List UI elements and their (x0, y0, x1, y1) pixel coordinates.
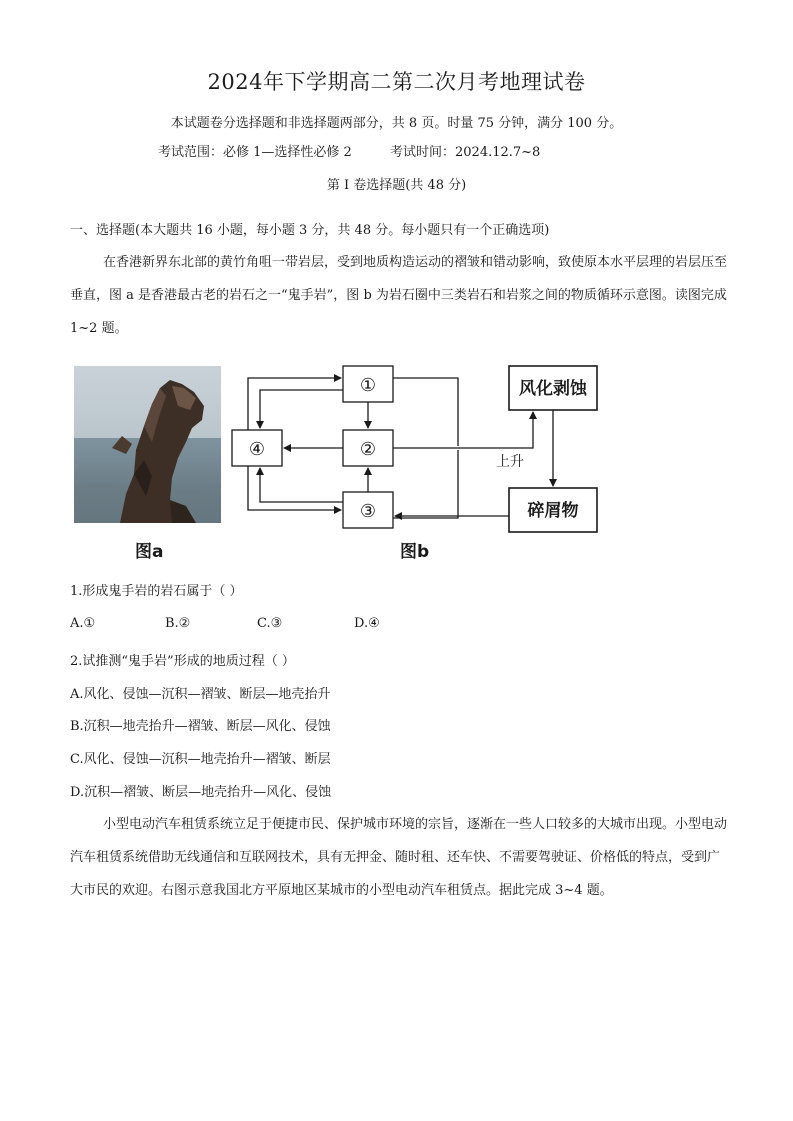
q1-option-a: A.① (70, 616, 96, 631)
ghost-hand-rock-photo (74, 366, 221, 523)
q2-option-a: A.风化、侵蚀—沉积—褶皱、断层—地壳抬升 (70, 687, 331, 702)
figure-a-caption: 图a (135, 542, 164, 562)
weathering-label: 风化剥蚀 (519, 379, 587, 399)
exam-scope: 考试范围：必修 1—选择性必修 2 (158, 145, 352, 160)
exam-title: 2024年下学期高二第二次月考地理试卷 (207, 70, 586, 94)
passage-1: 在香港新界东北部的黄竹角咀一带岩层，受到地质构造运动的褶皱和错动影响，致使原本水平层理的岩层压至垂直，图 a 是香港最古老的岩石之一“鬼手岩”，图 b 为岩石圈中三类岩石和岩浆之间的物质循环示意图。读图完成 1~2 题。 (70, 255, 728, 336)
q2-option-d: D.沉积—褶皱、断层—地壳抬升—风化、侵蚀 (70, 785, 332, 800)
debris-label: 碎屑物 (527, 501, 579, 521)
exam-info-line: 本试题卷分选择题和非选择题两部分，共 8 页。时量 75 分钟，满分 100 分。 (170, 116, 623, 131)
passage-2: 小型电动汽车租赁系统立足于便捷市民、保护城市环境的宗旨，逐渐在一些人口较多的大城市出现。小型电动汽车租赁系统借助无线通信和互联网技术，具有无押金、随时租、还车快、不需要驾驶证、价格低的特点，受到广大市民的欢迎。右图示意我国北方平原地区某城市的小型电动汽车租赁点。据此完成 3~4 题。 (70, 817, 728, 898)
part-heading: 一、选择题(本大题共 16 小题，每小题 3 分，共 48 分。每小题只有一个正确选项) (70, 223, 550, 238)
q1-option-c: C.③ (257, 616, 283, 631)
q2-option-c: C.风化、侵蚀—沉积—地壳抬升—褶皱、断层 (70, 752, 331, 767)
box-1-label: ① (359, 375, 377, 396)
section-title: 第 I 卷选择题(共 48 分) (326, 178, 467, 193)
q1-option-b: B.② (165, 616, 191, 631)
figure-b-caption: 图b (400, 542, 430, 562)
box-2-label: ② (359, 439, 377, 460)
q1-option-d: D.④ (354, 616, 380, 631)
question-1-stem: 1.形成鬼手岩的岩石属于（ ） (70, 584, 243, 599)
box-3-label: ③ (359, 501, 377, 522)
exam-time: 考试时间：2024.12.7~8 (390, 145, 541, 160)
question-2-stem: 2.试推测“鬼手岩”形成的地质过程（ ） (70, 654, 295, 669)
q2-option-b: B.沉积—地壳抬升—褶皱、断层—风化、侵蚀 (70, 719, 331, 734)
box-4-label: ④ (248, 439, 266, 460)
uplift-label: 上升 (496, 454, 524, 470)
rock-cycle-diagram (228, 356, 608, 536)
